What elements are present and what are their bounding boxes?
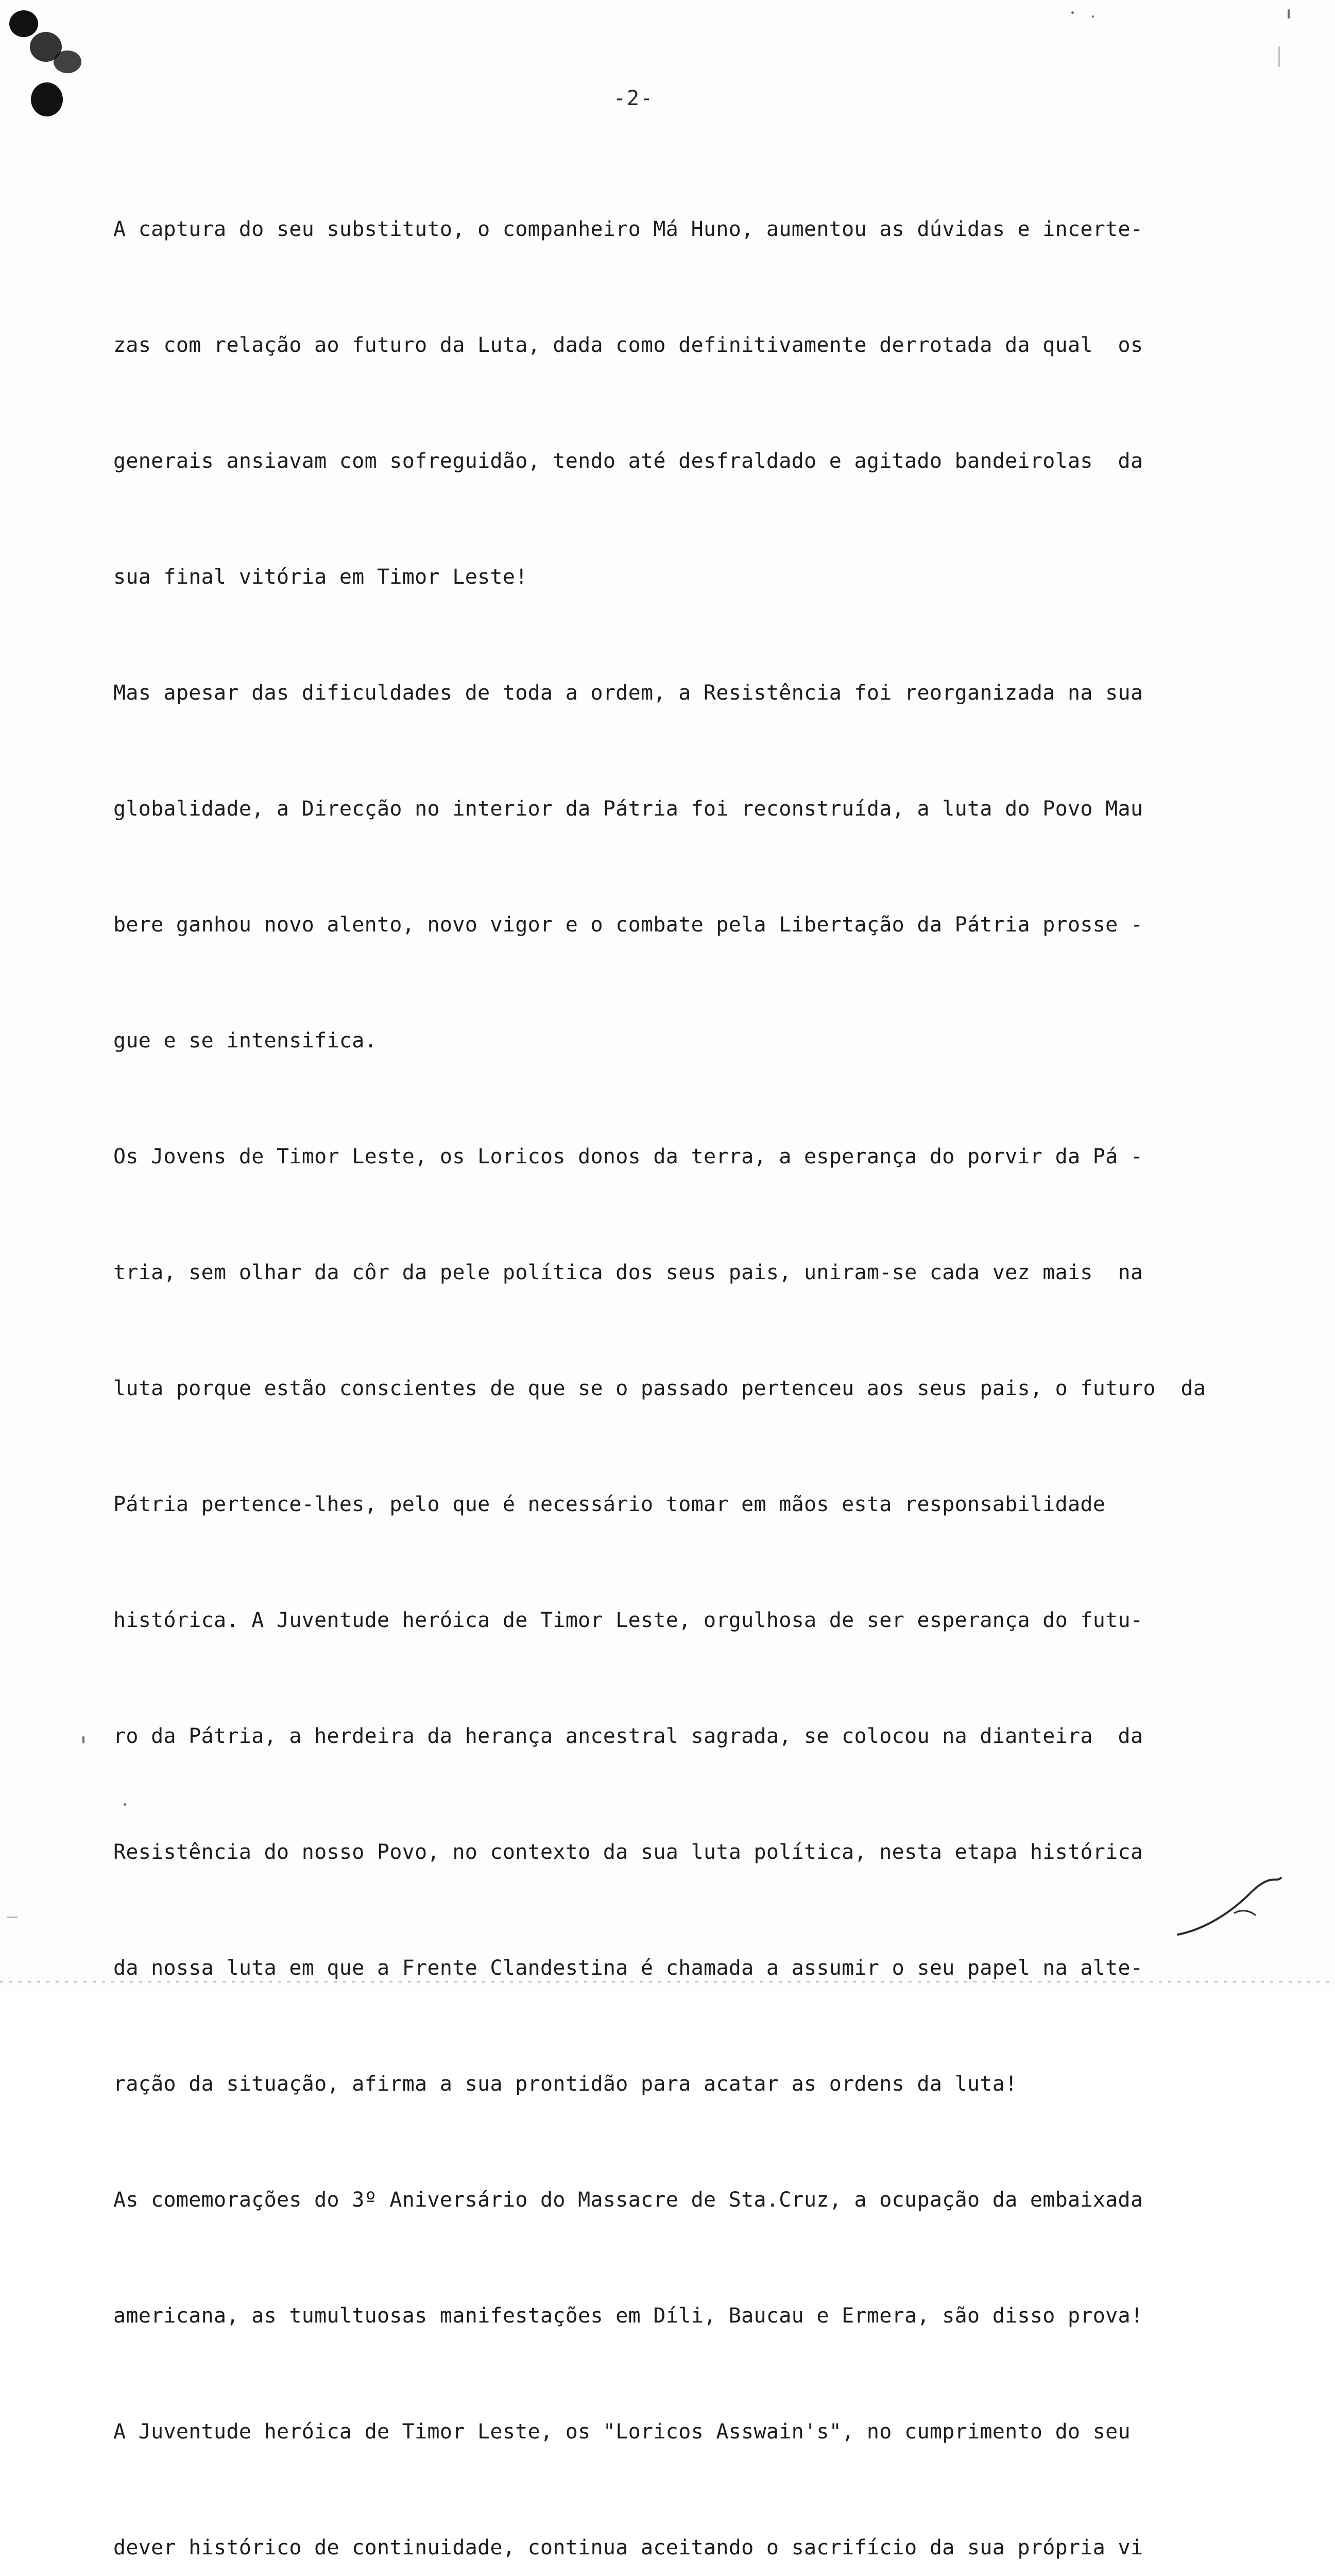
text-line: A captura do seu substituto, o companheiro Má Huno, aumentou as dúvidas e incerte- <box>113 217 1143 241</box>
handwritten-corner-mark <box>1173 1873 1286 1945</box>
text-line: gue e se intensifica. <box>113 1029 378 1053</box>
text-line: ração da situação, afirma a sua prontidão para acatar as ordens da luta! <box>113 2072 1018 2096</box>
scan-speck <box>7 1917 18 1918</box>
text-line: sua final vitória em Timor Leste! <box>113 565 528 589</box>
text-line: ro da Pátria, a herdeira da herança ancestral sagrada, se colocou na dianteira da <box>113 1724 1143 1748</box>
text-line: histórica. A Juventude heróica de Timor Leste, orgulhosa de ser esperança do futu- <box>113 1608 1143 1632</box>
ink-blot-mark <box>31 82 63 116</box>
text-line: Mas apesar das dificuldades de toda a ordem, a Resistência foi reorganizada na sua <box>113 681 1143 705</box>
ink-blot-mark <box>54 50 81 73</box>
text-line: As comemorações do 3º Aniversário do Massacre de Sta.Cruz, a ocupação da embaixada <box>113 2188 1143 2212</box>
text-line: luta porque estão conscientes de que se o passado pertenceu aos seus pais, o futuro da <box>113 1377 1206 1400</box>
text-line: globalidade, a Direcção no interior da Pátria foi reconstruída, a luta do Povo Mau <box>113 797 1143 821</box>
text-line: generais ansiavam com sofreguidão, tendo até desfraldado e agitado bandeirolas da <box>113 449 1143 473</box>
text-line: zas com relação ao futuro da Luta, dada como definitivamente derrotada da qual os <box>113 333 1143 357</box>
scan-edge-line <box>0 1981 1335 1982</box>
document-body <box>113 133 1216 2576</box>
scan-speck <box>82 1736 84 1743</box>
scan-speck <box>1092 15 1094 18</box>
ink-blot-mark <box>9 10 38 37</box>
text-line: da nossa luta em que a Frente Clandestina é chamada a assumir o seu papel na alte- <box>113 1956 1143 1980</box>
text-line: tria, sem olhar da côr da pele política dos seus pais, uniram-se cada vez mais na <box>113 1261 1143 1284</box>
page-number: -2- <box>613 87 654 110</box>
text-line: A Juventude heróica de Timor Leste, os "Loricos Asswain's", no cumprimento do seu <box>113 2420 1131 2444</box>
scan-speck <box>1278 46 1280 67</box>
text-line: bere ganhou novo alento, novo vigor e o combate pela Libertação da Pátria prosse - <box>113 913 1143 937</box>
text-line: Pátria pertence-lhes, pelo que é necessário tomar em mãos esta responsabilidade <box>113 1493 1106 1516</box>
text-line: dever histórico de continuidade, continua aceitando o sacrifício da sua própria vi <box>113 2536 1143 2560</box>
scan-speck <box>1071 11 1074 14</box>
text-line: americana, as tumultuosas manifestações em Díli, Baucau e Ermera, são disso prova! <box>113 2304 1143 2328</box>
text-line: Resistência do nosso Povo, no contexto da sua luta política, nesta etapa histórica <box>113 1840 1143 1864</box>
scan-speck <box>1288 9 1290 19</box>
text-line: Os Jovens de Timor Leste, os Loricos donos da terra, a esperança do porvir da Pá - <box>113 1145 1143 1168</box>
